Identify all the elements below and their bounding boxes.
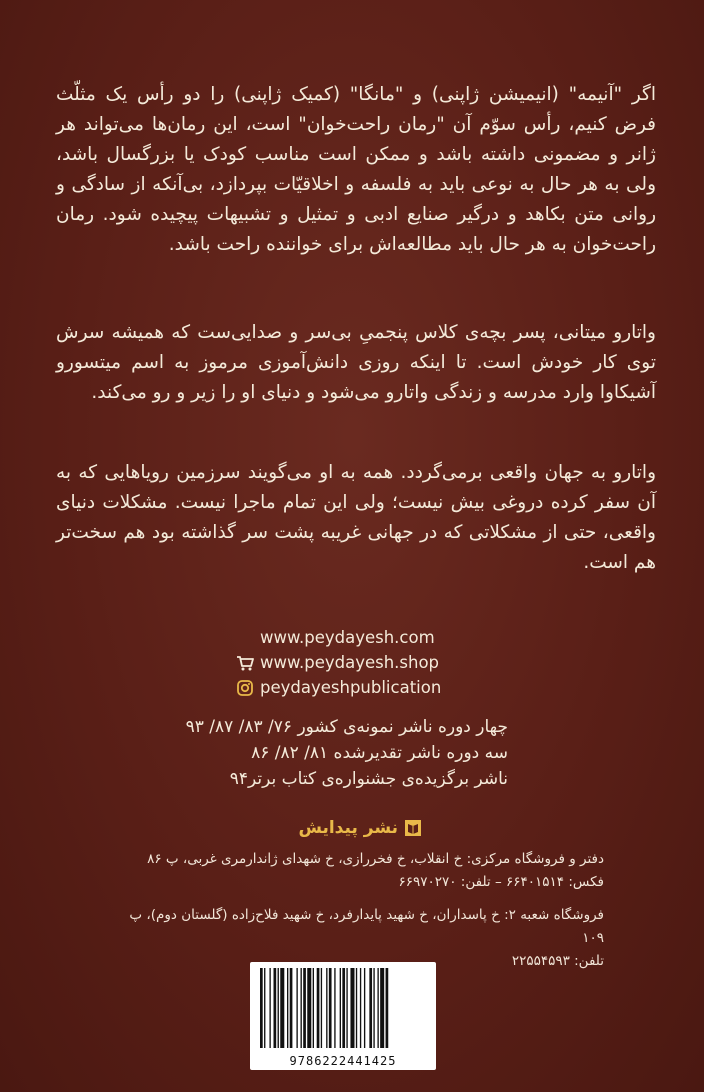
barcode-bar (278, 968, 279, 1048)
cart-icon (236, 654, 254, 672)
barcode-bar (380, 968, 384, 1048)
publisher-awards (186, 714, 508, 792)
barcode-bar (364, 968, 365, 1048)
isbn-number: 9786222441425 (289, 1054, 397, 1068)
book-logo-icon (404, 819, 422, 837)
instagram-handle[interactable]: peydayeshpublication (260, 678, 442, 697)
barcode-bar (280, 968, 284, 1048)
barcode-bars (258, 968, 428, 1052)
barcode-bar (360, 968, 361, 1048)
blurb-paragraph-1: اگر "آنیمه" (انیمیشن ژاپنی) و "مانگا" (کمیک ژاپنی) را دو رأس یک مثلّث فرض کنیم، رأس سوّم آن "رمان راحت‌خوان" است، این رمان‌ها می‌تواند هر ژانر و مضمونی داشته باشد و ممکن است مناسب کودک یا بزرگسال باشد، ولی به هر حال به نوعی باید به فلسفه و اخلاقیّات بپردازد، بی‌آنکه از سادگی و روانی متن بکاهد و درگیر صنایع ادبی و تمثیل و تشبیهات پیچیده شود. رمان راحت‌خوان به هر حال باید مطالعه‌اش برای خواننده راحت باشد. (56, 84, 656, 255)
publisher-brand (298, 818, 422, 838)
barcode-bar (287, 968, 288, 1048)
branch-store-address: فروشگاه شعبه ۲: خ پاسداران، خ شهید پایدارفرد، خ شهید فلاح‌زاده (گلستان دوم)، پ ۱۰۹ (129, 907, 604, 946)
blurb-paragraph-3: واتارو به جهان واقعی برمی‌گردد. همه به او می‌گویند سرزمین رویاهایی که به آن سفر کرده دروغی بیش نیست؛ ولی این تمام ماجرا نیست. مشکلات دنیای واقعی، حتی از مشکلاتی که در جهانی غریبه پشت سر گذاشته بود هم سخت‌تر هم است. (56, 462, 656, 573)
instagram-icon (236, 679, 254, 697)
central-office-address: دفتر و فروشگاه مرکزی: خ انقلاب، خ فخررازی، خ شهدای ژاندارمری غربی، پ ۸۶ (147, 851, 604, 867)
barcode-bar (369, 968, 372, 1048)
award-line-1: چهار دوره ناشر نمونه‌ی کشور ۷۶/ ۸۳/ ۸۷/ ۹۳ (185, 717, 508, 737)
publisher-links (236, 625, 441, 700)
barcode-bar (303, 968, 306, 1048)
publisher-address (104, 848, 604, 973)
barcode-bar (340, 968, 341, 1048)
shop-link[interactable]: www.peydayesh.shop (260, 653, 440, 672)
barcode-bar (373, 968, 374, 1048)
award-line-2: سه دوره ناشر تقدیرشده ۸۱/ ۸۲/ ۸۶ (251, 743, 508, 763)
instagram-row[interactable] (236, 675, 441, 700)
barcode-bar (274, 968, 277, 1048)
barcode-bar (260, 968, 263, 1048)
central-office-phone: فکس: ۶۶۴۰۱۵۱۴ – تلفن: ۶۶۹۷۰۲۷۰ (398, 874, 604, 890)
award-line-3: ناشر برگزیده‌ی جشنواره‌ی کتاب برتر۹۴ (229, 769, 508, 789)
barcode-bar (321, 968, 322, 1048)
barcode-bar (334, 968, 335, 1048)
barcode-bar (356, 968, 357, 1048)
barcode-bar (313, 968, 314, 1048)
publisher-name: نشر پیدایش (298, 818, 398, 838)
barcode-bar (329, 968, 332, 1048)
barcode-bar (269, 968, 270, 1048)
barcode-bar (386, 968, 389, 1048)
barcode-bar (296, 968, 297, 1048)
website-row[interactable] (236, 625, 441, 650)
website-link[interactable]: www.peydayesh.com (260, 628, 435, 647)
barcode-bar (301, 968, 302, 1048)
barcode-bar (307, 968, 311, 1048)
branch-store-phone: تلفن: ۲۲۵۵۴۵۹۳ (511, 953, 604, 969)
barcode-bar (342, 968, 345, 1048)
blurb-paragraph-2: واتارو میتانی، پسر بچه‌ی کلاس پنجمیِ بی‌سر و صدایی‌ست که همیشه سرش توی کار خودش است. تا اینکه روزی دانش‌آموزی مرموز به اسم میتسورو آشیکاوا وارد مدرسه و زندگی واتارو می‌شود و دنیای او را زیر و رو می‌کند. (56, 322, 656, 403)
barcode-bar (346, 968, 347, 1048)
barcode-bar (377, 968, 378, 1048)
barcode-bar (264, 968, 265, 1048)
barcode-bar (290, 968, 293, 1048)
barcode-bar (326, 968, 327, 1048)
isbn-barcode (250, 962, 436, 1070)
shop-row[interactable] (236, 650, 441, 675)
barcode-bar (317, 968, 320, 1048)
barcode-bar (350, 968, 354, 1048)
